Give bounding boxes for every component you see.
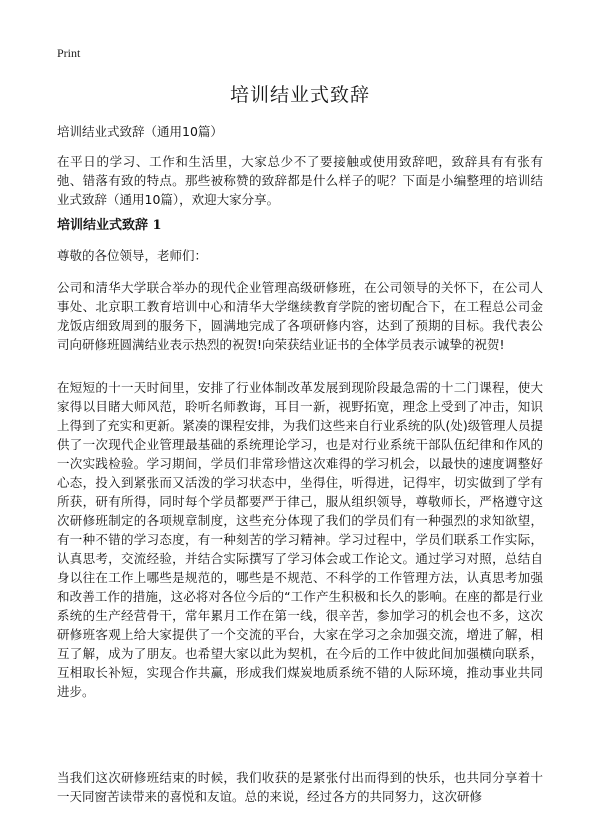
intro-paragraph: 在平日的学习、工作和生活里，大家总少不了要接触或使用致辞吧，致辞具有有张有弛、错落有致的特点。那些被称赞的致辞都是什么样子的呢？下面是小编整理的培训结业式致辞（通用10篇），欢迎大家分享。 (57, 154, 543, 207)
body-paragraph-2: 在短短的十一天时间里，安排了行业体制改革发展到现阶段最急需的十二门课程，使大家得以目睹大师风范，聆听名师教诲，耳目一新，视野拓宽，理念上受到了冲击，知识上得到了充实和更新。紧凑的课程安排，为我们这些来自行业系统的队(处)级管理人员提供了一次现代企业管理最基础的系统理论学习，也是对行业系统干部队伍纪律和作风的一次实践检验。学习期间，学员们非常珍惜这次难得的学习机会，以最快的速度调整好心态，投入到紧张而又活泼的学习状态中，坐得住，听得进，记得牢，切实做到了学有所获，研有所得，同时每个学员都要严于律己，服从组织领导，尊敬师长，严格遵守这次研修班制定的各项规章制度，这些充分体现了我们的学员们有一种强烈的求知欲望，有一种不错的学习态度，有一种刻苦的学习精神。学习过程中，学员们联系工作实际，认真思考，交流经验，并结合实际撰写了学习体会或工作论文。通过学习对照，总结自身以往在工作上哪些是规范的，哪些是不规范、不科学的工作管理方法，认真思考加强和改善工作的措施，这必将对各位今后的“工作产生积极和长久的影响。在座的都是行业系统的生产经营骨干，常年累月工作在第一线，很辛苦，参加学习的机会也不多，这次研修班客观上给大家提供了一个交流的平台，大家在学习之余加强交流，增进了解，相互了解，成为了朋友。也希望大家以此为契机，在今后的工作中彼此间加强横向联系，互相取长补短，实现合作共赢，形成我们煤炭地质系统不错的人际环境，推动事业共同进步。 (57, 380, 543, 699)
greeting-line: 尊敬的各位领导，老师们： (57, 248, 208, 263)
body-paragraph-3: 当我们这次研修班结束的时候，我们收获的是紧张付出而得到的快乐，也共同分享着十一天同窗苦读带来的喜悦和友谊。总的来说，经过各方的共同努力，这次研修 (57, 770, 543, 804)
body-paragraph-1: 公司和清华大学联合举办的现代企业管理高级研修班，在公司领导的关怀下，在公司人事处、北京职工教育培训中心和清华大学继续教育学院的密切配合下，在工程总公司金龙饭店细致周到的服务下，圆满地完成了各项研修内容，达到了预期的目标。我代表公司向研修班圆满结业表示热烈的祝贺!向荣获结业证书的全体学员表示诚挚的祝贺! (57, 280, 543, 352)
print-link[interactable]: Print (57, 46, 81, 60)
document-subtitle: 培训结业式致辞（通用10篇） (57, 124, 223, 139)
section-heading: 培训结业式致辞 1 (57, 218, 162, 233)
document-title: 培训结业式致辞 (229, 84, 370, 106)
